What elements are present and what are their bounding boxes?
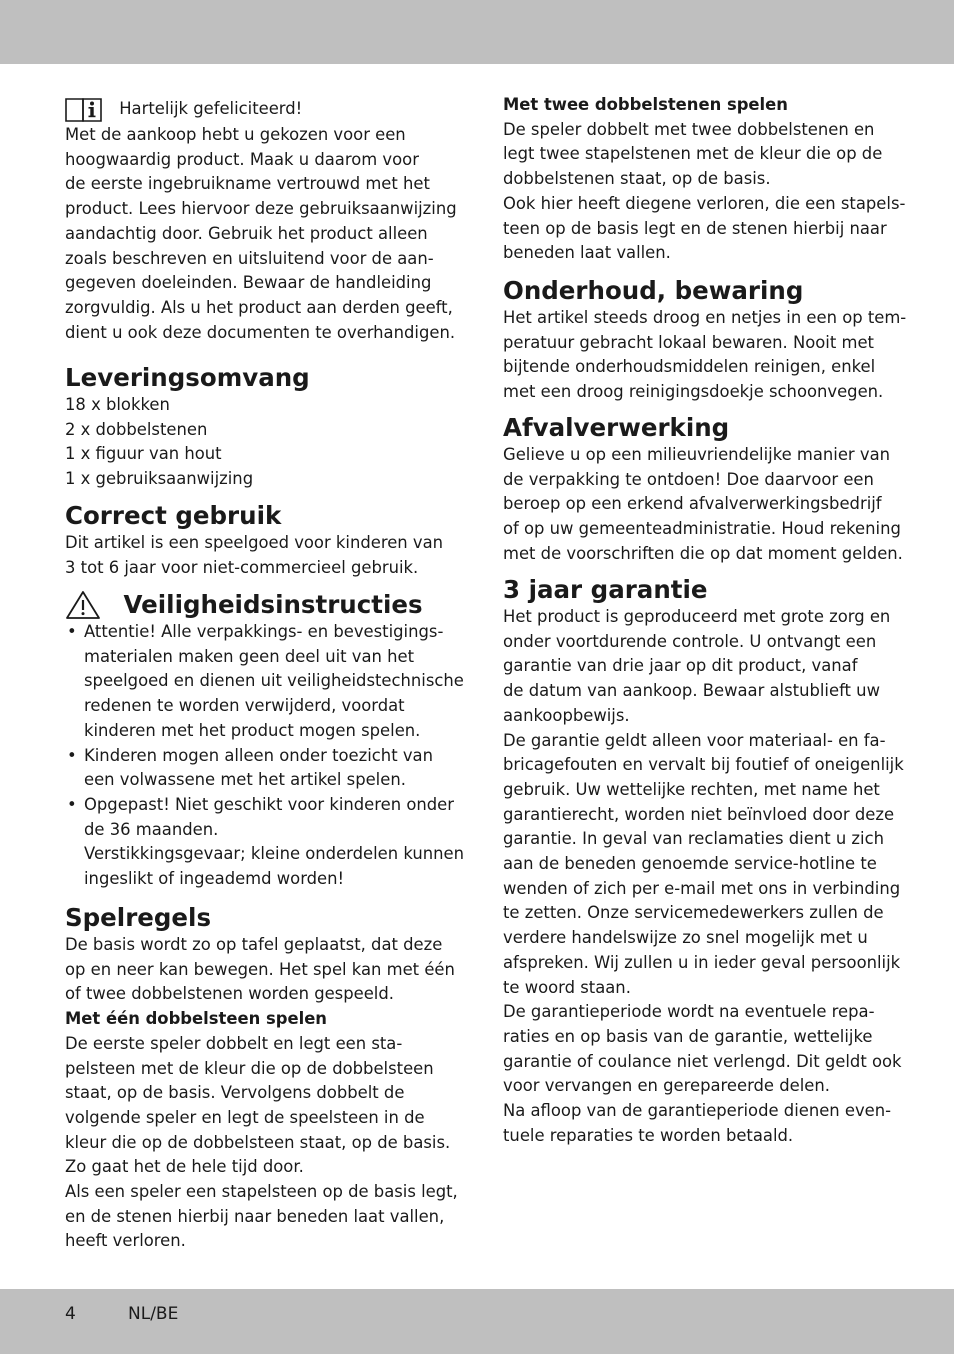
safety-line: kinderen met het product mogen spelen. bbox=[84, 720, 421, 740]
two-dice-line: legt twee stapelstenen met de kleur die op de bbox=[503, 144, 883, 164]
garantie-line: aankoopbewijs. bbox=[503, 705, 630, 725]
spelregels-line: De basis wordt zo op tafel geplaatst, dat deze bbox=[65, 935, 443, 954]
intro-line: gegeven doeleinden. Bewaar de handleiding bbox=[65, 273, 432, 293]
garantie-line: onder voortdurende controle. U ontvangt een bbox=[503, 631, 877, 651]
intro-section bbox=[65, 97, 460, 345]
garantie-line: de datum van aankoop. Bewaar alstublieft uw bbox=[503, 681, 880, 701]
two-dice-heading: Met twee dobbelstenen spelen bbox=[503, 95, 788, 114]
afval-line: of op uw gemeenteadministratie. Houd rekening bbox=[503, 519, 901, 539]
one-die-line: kleur die op de dobbelsteen staat, op de basis. bbox=[65, 1132, 451, 1152]
one-die-line: pelsteen met de kleur die op de dobbelsteen bbox=[65, 1058, 434, 1078]
garantie-line: De garantieperiode wordt na eventuele repa- bbox=[503, 1002, 875, 1022]
garantie-line: bricagefouten en vervalt bij foutief of oneigenlijk bbox=[503, 755, 904, 775]
afval-section bbox=[503, 413, 903, 567]
garantie-line: voor vervangen en gerepareerde delen. bbox=[503, 1076, 830, 1096]
garantie-line: Na afloop van de garantieperiode dienen even- bbox=[503, 1101, 892, 1121]
veiligheid-heading: Veiligheidsinstructies bbox=[123, 590, 423, 619]
intro-line: hoogwaardig product. Maak u daarom voor bbox=[65, 149, 419, 169]
garantie-line: wenden of zich per e-mail met ons in verbinding bbox=[503, 878, 901, 898]
intro-line: zorgvuldig. Als u het product aan derden geeft, bbox=[65, 297, 453, 317]
onderhoud-line: met een droog reinigingsdoekje schoonvegen. bbox=[503, 382, 884, 402]
veiligheid-section bbox=[65, 590, 464, 892]
one-die-line: Als een speler een stapelsteen op de basis legt, bbox=[65, 1182, 458, 1202]
levering-line: 1 x gebruiksaanwijzing bbox=[65, 469, 254, 489]
levering-line: 2 x dobbelstenen bbox=[65, 419, 208, 439]
one-die-line: staat, op de basis. Vervolgens dobbelt de bbox=[65, 1083, 405, 1103]
intro-line: aandachtig door. Gebruik het product alleen bbox=[65, 223, 428, 243]
safety-line: speelgoed en dienen uit veiligheidstechnische bbox=[84, 671, 464, 691]
afval-line: de verpakking te ontdoen! Doe daarvoor een bbox=[503, 469, 874, 489]
garantie-heading: 3 jaar garantie bbox=[503, 575, 708, 604]
garantie-line: tuele reparaties te worden betaald. bbox=[503, 1125, 794, 1145]
safety-line: Opgepast! Niet geschikt voor kinderen onder bbox=[84, 794, 454, 814]
onderhoud-line: Het artikel steeds droog en netjes in een op tem- bbox=[503, 308, 907, 327]
safety-line: Attentie! Alle verpakkings- en bevestigings- bbox=[84, 622, 444, 641]
safety-line: ingeslikt of ingeademd worden! bbox=[84, 869, 345, 889]
spelregels-line: op en neer kan bewegen. Het spel kan met één bbox=[65, 959, 455, 979]
spelregels-heading: Spelregels bbox=[65, 903, 212, 932]
one-die-line: volgende speler en legt de speelsteen in de bbox=[65, 1107, 425, 1127]
two-dice-line: De speler dobbelt met twee dobbelstenen en bbox=[503, 119, 875, 139]
garantie-line: garantie van drie jaar op dit product, vanaf bbox=[503, 656, 858, 676]
intro-line: zoals beschreven en uitsluitend voor de aan- bbox=[65, 248, 434, 268]
spelregels-line: of twee dobbelstenen worden gespeeld. bbox=[65, 984, 394, 1004]
safety-line: een volwassene met het artikel spelen. bbox=[84, 770, 406, 790]
garantie-line: raties en op basis van de garantie, wettelijke bbox=[503, 1026, 873, 1046]
afval-line: Gelieve u op een milieuvriendelijke manier van bbox=[503, 445, 891, 464]
safety-line: Kinderen mogen alleen onder toezicht van bbox=[84, 745, 433, 765]
garantie-line: De garantie geldt alleen voor materiaal- en fa- bbox=[503, 730, 886, 750]
garantie-line: gebruik. Uw wettelijke rechten, met name het bbox=[503, 779, 880, 799]
safety-line: materialen maken geen deel uit van het bbox=[84, 646, 415, 666]
afval-line: met de voorschriften die op dat moment gelden. bbox=[503, 543, 903, 563]
garantie-section bbox=[503, 575, 903, 1148]
garantie-line: garantie of coulance niet verlengd. Dit geldt ook bbox=[503, 1051, 902, 1071]
garantie-line: afspreken. Wij zullen u in ieder geval persoonlijk bbox=[503, 952, 901, 972]
safety-bullet: • Attentie! Alle verpakkings- en bevestigings- materialen maken geen deel uit van het speelgoed en dienen uit veiligheidstechnische redenen te worden verwijderd, voordat kinderen met het product mogen spelen. bbox=[65, 620, 460, 744]
page-number: 4 bbox=[65, 1304, 76, 1324]
two-dice-section bbox=[503, 93, 906, 266]
one-die-line: heeft verloren. bbox=[65, 1231, 186, 1251]
intro-greeting-line bbox=[65, 97, 460, 123]
correct-heading: Correct gebruik bbox=[65, 501, 282, 530]
intro-line: dient u ook deze documenten te overhandigen. bbox=[65, 322, 456, 342]
header-bar bbox=[0, 0, 954, 64]
correct-line: Dit artikel is een speelgoed voor kinderen van bbox=[65, 533, 444, 552]
safety-bullet: • Kinderen mogen alleen onder toezicht van een volwassene met het artikel spelen. bbox=[65, 744, 460, 793]
veiligheid-heading-line bbox=[65, 590, 460, 620]
intro-line: de eerste ingebruikname vertrouwd met het bbox=[65, 174, 430, 194]
safety-line: redenen te worden verwijderd, voordat bbox=[84, 696, 405, 716]
garantie-line: te zetten. Onze servicemedewerkers zullen de bbox=[503, 903, 884, 923]
one-die-line: Zo gaat het de hele tijd door. bbox=[65, 1157, 304, 1177]
two-dice-line: teen op de basis legt en de stenen hierbij naar bbox=[503, 218, 887, 238]
two-dice-line: beneden laat vallen. bbox=[503, 243, 671, 263]
one-die-line: en de stenen hierbij naar beneden laat vallen, bbox=[65, 1206, 445, 1226]
info-book-icon bbox=[65, 97, 99, 123]
two-dice-line: dobbelstenen staat, op de basis. bbox=[503, 169, 771, 189]
intro-line: Met de aankoop hebt u gekozen voor een bbox=[65, 125, 406, 144]
language-code: NL/BE bbox=[128, 1304, 179, 1324]
levering-section bbox=[65, 363, 460, 492]
levering-line: 18 x blokken bbox=[65, 395, 170, 414]
intro-greeting: Hartelijk gefeliciteerd! bbox=[119, 99, 303, 118]
levering-heading: Leveringsomvang bbox=[65, 363, 310, 392]
two-dice-line: Ook hier heeft diegene verloren, die een stapels- bbox=[503, 193, 906, 213]
afval-line: beroep op een erkend afvalverwerkingsbedrijf bbox=[503, 494, 882, 514]
garantie-line: garantie. In geval van reclamaties dient u zich bbox=[503, 829, 884, 849]
onderhoud-line: bijtende onderhoudsmiddelen reinigen, enkel bbox=[503, 357, 876, 377]
levering-line: 1 x figuur van hout bbox=[65, 444, 222, 464]
warning-triangle-icon bbox=[65, 590, 101, 620]
garantie-line: aan de beneden genoemde service-hotline te bbox=[503, 854, 877, 874]
correct-section bbox=[65, 501, 460, 580]
garantie-line: Het product is geproduceerd met grote zorg en bbox=[503, 607, 891, 626]
intro-line: product. Lees hiervoor deze gebruiksaanwijzing bbox=[65, 199, 457, 219]
spelregels-section bbox=[65, 903, 460, 1254]
garantie-line: garantierecht, worden niet beïnvloed door deze bbox=[503, 804, 895, 824]
garantie-line: verdere handelswijze zo snel mogelijk met u bbox=[503, 928, 868, 948]
onderhoud-heading: Onderhoud, bewaring bbox=[503, 276, 804, 305]
safety-bullet: • Opgepast! Niet geschikt voor kinderen onder de 36 maanden. Verstikkingsgevaar; kleine onderdelen kunnen ingeslikt of ingeademd worden! bbox=[65, 793, 460, 892]
safety-line: de 36 maanden. bbox=[84, 819, 219, 839]
afval-heading: Afvalverwerking bbox=[503, 413, 730, 442]
one-die-line: De eerste speler dobbelt en legt een sta- bbox=[65, 1033, 403, 1053]
onderhoud-section bbox=[503, 276, 907, 405]
garantie-line: te woord staan. bbox=[503, 977, 631, 997]
safety-line: Verstikkingsgevaar; kleine onderdelen kunnen bbox=[84, 844, 464, 864]
one-die-heading: Met één dobbelsteen spelen bbox=[65, 1009, 327, 1029]
correct-line: 3 tot 6 jaar voor niet-commercieel gebruik. bbox=[65, 557, 419, 577]
onderhoud-line: peratuur gebracht lokaal bewaren. Nooit met bbox=[503, 332, 874, 352]
